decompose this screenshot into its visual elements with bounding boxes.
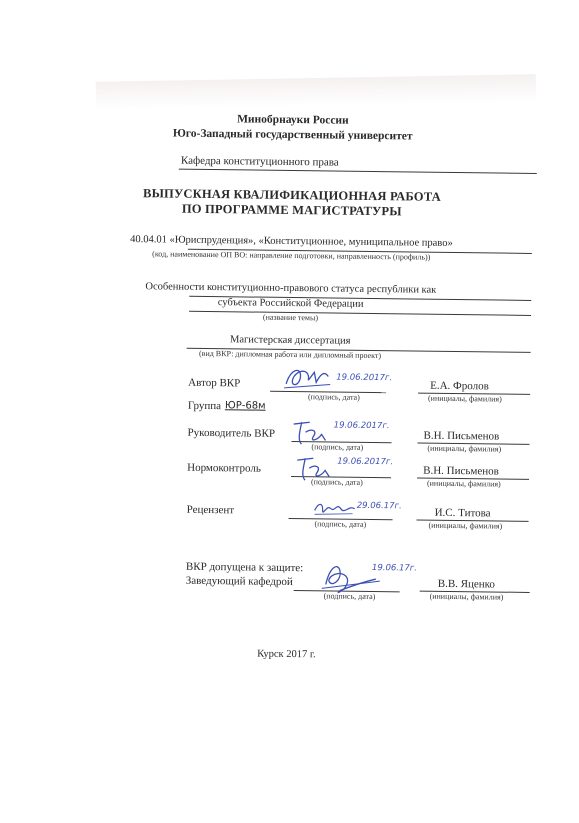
- city-year: Курск 2017 г.: [257, 648, 316, 661]
- work-type-value: Магистерская диссертация: [229, 334, 351, 347]
- admission-line1: ВКР допущена к защите:: [185, 560, 304, 575]
- author-name-caption: (инициалы, фамилия): [427, 393, 502, 404]
- normcontrol-date: 19.06.2017г.: [337, 456, 394, 468]
- reviewer-sign-caption: (подпись, дата): [314, 519, 367, 529]
- admission-line2: Заведующий кафедрой: [185, 574, 293, 589]
- topic-line1: Особенности конституционно-правового статуса республики как: [145, 281, 437, 296]
- supervisor-label: Руководитель ВКР: [187, 426, 276, 440]
- normcontrol-sign-caption: (подпись, дата): [310, 477, 363, 487]
- normcontrol-name-caption: (инициалы, фамилия): [426, 478, 501, 489]
- topic-line2: субъекта Российской Федерации: [217, 297, 364, 310]
- work-title-line2: ПО ПРОГРАММЕ МАГИСТРАТУРЫ: [181, 201, 402, 219]
- normcontrol-label: Нормоконтроль: [187, 461, 261, 475]
- normcontrol-name: В.Н. Письменов: [423, 464, 499, 478]
- work-type-caption: (вид ВКР: дипломная работа или дипломный проект): [198, 348, 382, 361]
- program-value: 40.04.01 «Юриспруденция», «Конституционное, муниципальное право»: [130, 234, 453, 249]
- topic-caption: (название темы): [262, 312, 319, 323]
- work-title-line1: ВЫПУСКНАЯ КВАЛИФИКАЦИОННАЯ РАБОТА: [143, 186, 442, 204]
- head-name-caption: (инициалы, фамилия): [429, 591, 504, 602]
- supervisor-sign-caption: (подпись, дата): [311, 442, 364, 452]
- reviewer-name: И.С. Титова: [434, 506, 491, 520]
- supervisor-name-caption: (инициалы, фамилия): [427, 443, 502, 454]
- author-sign-caption: (подпись, дата): [307, 392, 360, 402]
- admission-date: 19.06.17г.: [371, 563, 418, 574]
- ministry-heading: Минобрнауки России: [237, 113, 349, 127]
- author-date: 19.06.2017г.: [336, 372, 393, 384]
- department-underline: [179, 169, 537, 174]
- reviewer-name-caption: (инициалы, фамилия): [428, 520, 503, 531]
- author-label: Автор ВКР: [188, 376, 241, 390]
- reviewer-signature: [313, 496, 357, 519]
- author-name: Е.А. Фролов: [430, 379, 489, 393]
- reviewer-date: 29.06.17г.: [356, 500, 402, 512]
- reviewer-label: Рецензент: [186, 503, 235, 517]
- group-label: Группа: [187, 399, 222, 413]
- program-caption: (код, наименование ОП ВО: направление подготовки, направленность (профиль)): [152, 249, 431, 262]
- supervisor-name: В.Н. Письменов: [423, 429, 500, 443]
- head-name: В.В. Яценко: [437, 577, 496, 591]
- author-signature: [280, 362, 340, 393]
- university-heading: Юго-Западный государственный университет: [172, 127, 413, 143]
- department-label: Кафедра конституционного права: [180, 154, 339, 169]
- supervisor-date: 19.06.2017г.: [333, 420, 390, 432]
- group-value: ЮР-68м: [224, 400, 266, 412]
- admission-sign-caption: (подпись, дата): [323, 591, 376, 602]
